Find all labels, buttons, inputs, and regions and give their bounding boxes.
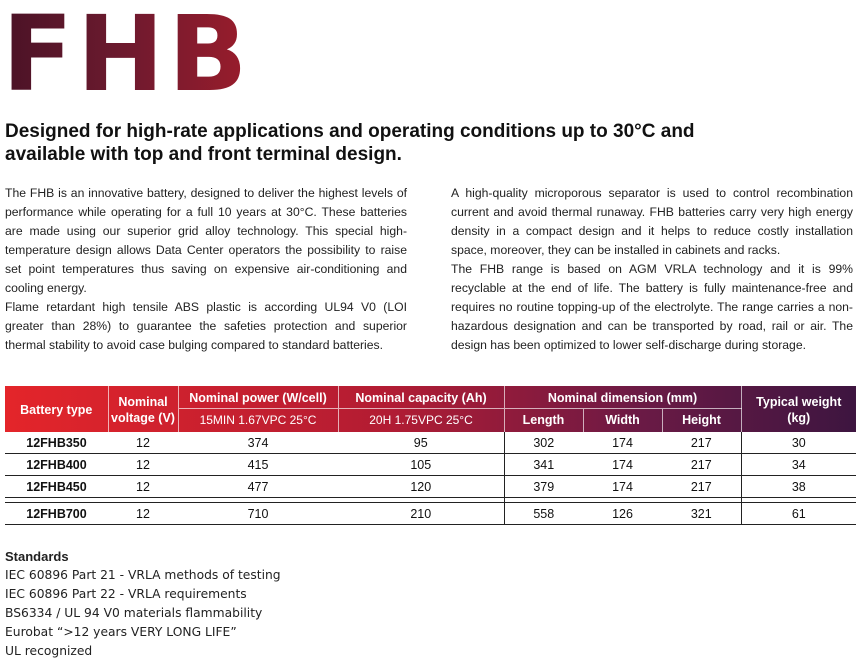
table-row xyxy=(5,503,856,525)
header-height: Height xyxy=(662,409,741,433)
cell-weight: 38 xyxy=(741,476,856,498)
cell-battery-type: 12FHB700 xyxy=(5,503,108,525)
cell-voltage: 12 xyxy=(108,503,178,525)
cell-capacity: 120 xyxy=(338,476,504,498)
intro-left-column xyxy=(5,184,407,355)
header-power-condition: 15MIN 1.67VPC 25°C xyxy=(178,409,338,433)
cell-battery-type: 12FHB400 xyxy=(5,454,108,476)
intro-paragraph: A high-quality microporous separator is used to control recombination current and avoid thermal runaway. FHB batteries carry very high energy density in a compact design and it helps to reduce costly installation space, moreover, they can be installed in cabinets and racks. xyxy=(451,186,853,257)
header-nominal-capacity: Nominal capacity (Ah) xyxy=(338,386,504,409)
header-nominal-voltage: Nominal voltage (V) xyxy=(108,386,178,432)
cell-power: 477 xyxy=(178,476,338,498)
headline: Designed for high-rate applications and operating conditions up to 30°C and available with top and front terminal design. xyxy=(5,121,695,165)
intro-paragraph: The FHB range is based on AGM VRLA technology and it is 99% recyclable at the end of life. The battery is fully maintenance-free and requires no routine topping-up of the electrolyte. The range carries a non-hazardous designation and can be transported by road, rail or air. The design has been optimized to lower self-discharge during storage. xyxy=(451,262,853,352)
standards-section xyxy=(5,547,281,661)
standard-item: IEC 60896 Part 22 - VRLA requirements xyxy=(5,587,247,601)
cell-height: 217 xyxy=(662,432,741,454)
cell-voltage: 12 xyxy=(108,454,178,476)
cell-weight: 61 xyxy=(741,503,856,525)
cell-height: 217 xyxy=(662,454,741,476)
cell-width: 174 xyxy=(583,454,662,476)
table-row xyxy=(5,454,856,476)
brand-logo: FHB xyxy=(2,0,251,114)
cell-capacity: 95 xyxy=(338,432,504,454)
standard-item: UL recognized xyxy=(5,644,93,658)
intro-paragraph: Flame retardant high tensile ABS plastic is according UL94 V0 (LOI greater than 28%) to guarantee the safeties protection and superior thermal stability to avoid case bulging compared to standard batteries. xyxy=(5,300,407,352)
cell-voltage: 12 xyxy=(108,432,178,454)
cell-power: 415 xyxy=(178,454,338,476)
cell-width: 174 xyxy=(583,432,662,454)
spec-table xyxy=(5,386,856,525)
table-row xyxy=(5,476,856,498)
cell-width: 126 xyxy=(583,503,662,525)
standard-item: IEC 60896 Part 21 - VRLA methods of testing xyxy=(5,568,281,582)
table-header-row xyxy=(5,386,856,409)
cell-weight: 34 xyxy=(741,454,856,476)
cell-length: 302 xyxy=(504,432,583,454)
cell-power: 374 xyxy=(178,432,338,454)
table-row xyxy=(5,432,856,454)
header-length: Length xyxy=(504,409,583,433)
cell-capacity: 210 xyxy=(338,503,504,525)
cell-height: 321 xyxy=(662,503,741,525)
cell-length: 558 xyxy=(504,503,583,525)
cell-battery-type: 12FHB450 xyxy=(5,476,108,498)
header-battery-type: Battery type xyxy=(20,403,93,417)
intro-paragraph: The FHB is an innovative battery, designed to deliver the highest levels of performance while operating for a full 10 years at 30°C. These batteries are made using our superior grid alloy technology. This special high-temperature design allows Data Center operators the possibility to raise set point temperatures thus saving on expensive air-conditioning and cooling energy. xyxy=(5,186,407,295)
standards-title: Standards xyxy=(5,549,69,564)
intro-right-column xyxy=(451,184,853,355)
cell-battery-type: 12FHB350 xyxy=(5,432,108,454)
cell-capacity: 105 xyxy=(338,454,504,476)
cell-length: 379 xyxy=(504,476,583,498)
cell-width: 174 xyxy=(583,476,662,498)
header-nominal-dimension: Nominal dimension (mm) xyxy=(504,386,741,409)
header-typical-weight: Typical weight (kg) xyxy=(741,386,856,432)
standard-item: BS6334 / UL 94 V0 materials flammability xyxy=(5,606,263,620)
standard-item: Eurobat “>12 years VERY LONG LIFE” xyxy=(5,625,237,639)
cell-weight: 30 xyxy=(741,432,856,454)
header-capacity-condition: 20H 1.75VPC 25°C xyxy=(338,409,504,433)
cell-voltage: 12 xyxy=(108,476,178,498)
cell-height: 217 xyxy=(662,476,741,498)
header-width: Width xyxy=(583,409,662,433)
cell-length: 341 xyxy=(504,454,583,476)
header-nominal-power: Nominal power (W/cell) xyxy=(178,386,338,409)
cell-power: 710 xyxy=(178,503,338,525)
